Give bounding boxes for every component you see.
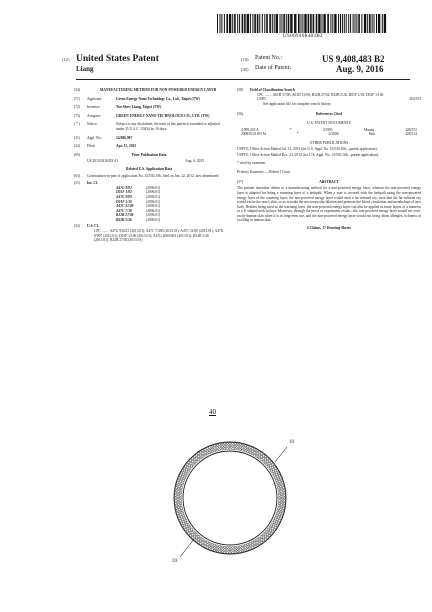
notice-field	[74, 122, 224, 131]
us-cl-label: U.S. Cl.	[87, 224, 99, 229]
classification-search-cpc: CPC ........ A61B 17/00; A61D 31/00; B32B 27/04; B32B 5/26; D01F 1/10; D01F 1/106	[257, 92, 384, 97]
inventor-label: Inventor:	[87, 105, 101, 110]
inner-ring	[183, 451, 277, 545]
related-application-field	[74, 174, 224, 179]
appl-no-value: 14/686,907	[116, 135, 133, 140]
barcode	[217, 14, 389, 33]
us-patent-document-no: 2008/0141183 A1	[241, 132, 267, 137]
us-cl-code: (52)	[74, 224, 80, 229]
prior-publication-code: (65)	[74, 152, 80, 157]
representative-drawing	[150, 425, 310, 575]
header-inventor-name: Liang	[76, 65, 94, 73]
applicant-field	[74, 97, 224, 102]
classification-search-note: See application file for complete search history.	[263, 101, 332, 106]
int-cl-date: (2006.01)	[146, 204, 161, 209]
code-10: (10)	[241, 57, 249, 62]
us-patent-document-date: 3/1991	[322, 127, 333, 132]
title-code: (54)	[74, 88, 80, 92]
notice-label: Notice:	[87, 122, 98, 127]
int-cl-class: A47C 31/00	[116, 204, 134, 209]
int-cl-class: A47G 9/02	[116, 185, 132, 190]
assignee-field	[74, 114, 224, 119]
int-cl-date: (2006.01)	[146, 185, 161, 190]
us-patent-document-name: Manda	[364, 127, 374, 132]
int-cl-class: D01F 1/02	[116, 190, 132, 195]
patent-no-label: Patent No.:	[255, 55, 282, 61]
int-cl-class: B32B 27/04	[116, 213, 134, 218]
claims-summary: 6 Claims, 17 Drawing Sheets	[307, 226, 351, 231]
int-cl-class: A47C 7/38	[116, 208, 132, 213]
notice-value: Subject to any disclaimer, the term of this patent is extended or adjusted under 35 U.S.C. 154(b) by 16 days.	[116, 122, 220, 131]
int-cl-list	[74, 186, 224, 223]
prior-publication-number: US 2015/0216333 A1	[87, 159, 119, 164]
applicant-code: (71)	[74, 96, 80, 101]
us-patent-document-cls: 428/372	[405, 127, 417, 132]
inventor-value: Tsu-Shew Liang, Taipei (TW)	[116, 105, 162, 110]
other-publications-list	[237, 147, 421, 157]
filed-label: Filed:	[87, 144, 96, 149]
reference-numeral-10: 10	[289, 440, 294, 445]
prior-publication-row	[87, 159, 204, 164]
inventor-code: (72)	[74, 105, 80, 110]
abstract-code: (57)	[237, 179, 243, 184]
leader-line-20	[180, 539, 194, 557]
int-cl-class: D01F 1/10	[116, 199, 132, 204]
date-of-patent-label: Date of Patent:	[255, 65, 291, 71]
abstract-field	[237, 180, 421, 231]
int-cl-date: (2006.01)	[146, 199, 161, 204]
other-publication: USPTO, Office Action Mailed Jul. 31, 2014 (for U.S. Appl. No. 13/530,106—parent application).	[237, 147, 378, 152]
patent-type-title: United States Patent	[76, 54, 159, 64]
us-cl-text: CPC ........ A47G 9/0215 (2013.01); A47C 7/383 (2013.01); A47C 31/00 (2013.01); A47G 9/007 (2013.01); D01F 1/106 (2013.01); A47G 2009/001 (2013.01); B32B 5/26 (2013.01); B32B 27/04 (2013.01)	[94, 229, 224, 243]
outer-ring	[174, 442, 286, 554]
us-patent-document-star: *	[289, 127, 292, 132]
us-cl-field	[74, 224, 224, 242]
classification-search-field	[237, 88, 421, 106]
us-patent-document-name: Park	[368, 132, 376, 137]
date-of-patent: Aug. 9, 2016	[336, 64, 384, 74]
us-patent-documents-list	[237, 128, 421, 137]
reference-numeral-20: 20	[172, 559, 177, 564]
int-cl-code: (51)	[74, 181, 80, 186]
us-patent-document-no: 4,999,245 A	[241, 127, 259, 132]
classification-search-uspc-label: USPC	[257, 97, 266, 102]
int-cl-label: Int. Cl.	[87, 181, 98, 186]
int-cl-row	[116, 218, 224, 223]
appl-no-code: (21)	[74, 135, 80, 140]
bibliographic-right-column	[237, 88, 421, 233]
other-publications-title: OTHER PUBLICATIONS	[309, 140, 349, 145]
classification-search-code: (58)	[237, 88, 243, 92]
barcode-number: US009408483B2	[283, 34, 323, 39]
int-cl-date: (2006.01)	[146, 208, 161, 213]
bibliographic-left-column	[74, 88, 224, 245]
classification-search-title: Field of Classification Search	[250, 88, 295, 92]
int-cl-field	[74, 181, 224, 222]
patent-no: US 9,408,483 B2	[322, 54, 385, 64]
leader-line-10	[275, 447, 287, 462]
references-cited-field	[237, 112, 421, 117]
primary-examiner	[237, 170, 421, 175]
energy-particle-ring	[174, 442, 285, 553]
notice-code: ( * )	[74, 122, 80, 127]
abstract-title: ABSTRACT	[319, 179, 339, 184]
invention-title: MANUFACTURING METHOD FOR NON-POWERED ENERGY LAYER	[100, 88, 217, 92]
related-application-text: Continuation-in-part of application No. 13/530,106, filed on Jun. 22, 2012, now abandoned.	[87, 173, 220, 178]
applicant-value: Green Energy Nano Technology Co., Ltd., Taipei (TW)	[116, 96, 200, 101]
us-patent-document-date: 6/2008	[328, 132, 339, 137]
prior-publication-field	[74, 153, 224, 164]
abstract-text: The present invention relates to a manufacturing method for a non-powered energy layer, wherein the non-powered energy layer is adapted for being a warming layer of a bedquilt. When a user is covered with the bedquilt using the non-powered energy layer as the warming layer, the non-powered energy layer would emit a far-infrared ray, such that the far-infrared ray would excite the user's skin, so as to make the microvascular dilation and promote the blood circulation and metabolism of user body. Besides being used as the warming layer, the non-powered energy layer can also be applied as inner layers of a mattress or a U-shaped neck bolster. Moreover, through the proof of experiment results, this non-powered energy layer would not over-excite human skin when it is in long-term use, and the non-powered energy layer would not bring about allergies, itchiness or swelling in human skin.	[237, 186, 421, 223]
us-patent-document-cls: 428/314	[405, 132, 417, 137]
prior-publication-date: Aug. 6, 2015	[185, 159, 204, 164]
prior-publication-title: Prior Publication Data	[131, 152, 167, 157]
references-cited-title: References Cited	[316, 112, 342, 117]
int-cl-class: B32B 5/26	[116, 217, 132, 222]
related-application-code: (63)	[74, 173, 80, 178]
related-application-title: Related U.S. Application Data	[125, 166, 173, 171]
us-patent-document-row	[241, 132, 417, 137]
inventor-field	[74, 105, 224, 110]
filed-value: Apr. 15, 2015	[116, 144, 137, 149]
filed-field	[74, 144, 224, 149]
int-cl-class: A47G 9/00	[116, 194, 132, 199]
primary-examiner-name: — Robert J Grun	[264, 170, 290, 175]
us-patent-documents-title: U.S. PATENT DOCUMENTS	[307, 120, 351, 125]
int-cl-date: (2006.01)	[146, 217, 161, 222]
appl-no-label: Appl. No.:	[87, 135, 103, 140]
applicant-label: Applicant:	[87, 96, 103, 101]
classification-search-uspc: 264/103	[409, 97, 421, 102]
us-patent-document-star: *	[296, 132, 299, 137]
primary-examiner-label: Primary Examiner	[237, 170, 264, 175]
other-publication: USPTO, Office Action Mailed Dec. 23, 2014 (for U.S. Appl. No. 13/530,106—parent application).	[237, 152, 380, 157]
int-cl-date: (2006.01)	[146, 213, 161, 218]
int-cl-date: (2006.01)	[146, 194, 161, 199]
int-cl-date: (2006.01)	[146, 190, 161, 195]
figure-number: 40	[209, 408, 216, 416]
filed-code: (22)	[74, 144, 80, 149]
assignee-label: Assignee:	[87, 113, 102, 118]
appl-no-field	[74, 136, 224, 141]
header-rule	[76, 79, 410, 80]
title-field	[74, 88, 224, 93]
code-12: (12)	[62, 57, 70, 62]
code-45: (45)	[241, 67, 249, 72]
cited-by-examiner: * cited by examiner	[237, 160, 266, 165]
assignee-code: (73)	[74, 113, 80, 118]
assignee-value: GREEN ENERGY NANO TECHNOLOGY CO., LTD. (TW)	[116, 113, 210, 118]
references-cited-code: (56)	[237, 112, 243, 117]
